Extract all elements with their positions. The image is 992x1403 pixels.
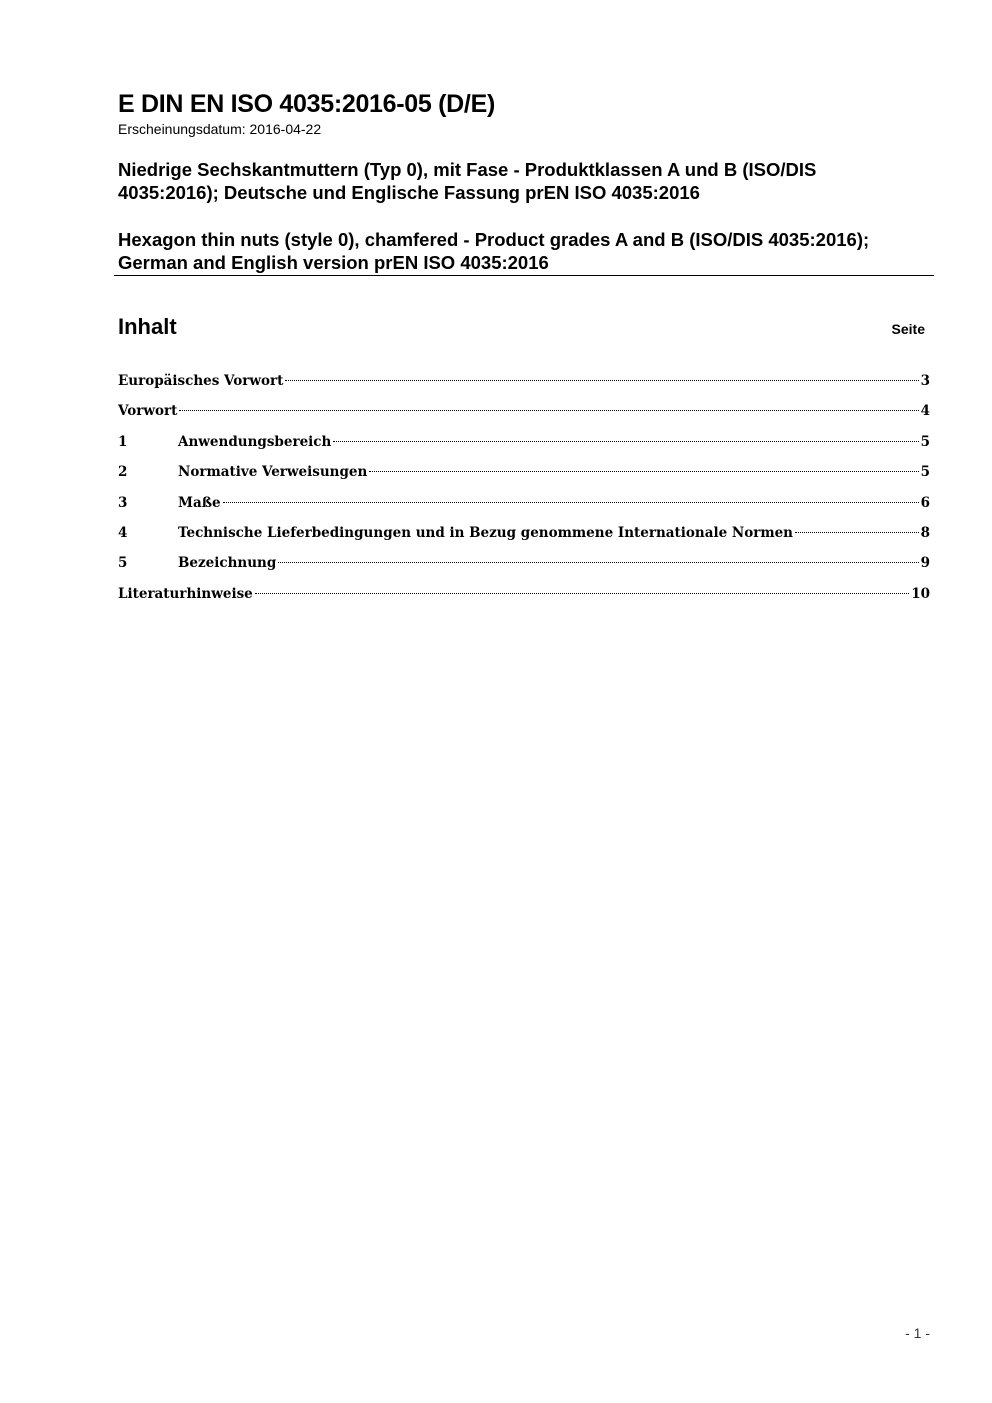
toc-entry-title: Normative Verweisungen bbox=[178, 464, 368, 481]
toc-entry-title: Bezeichnung bbox=[178, 555, 277, 572]
toc-page-label: Seite bbox=[891, 321, 925, 337]
toc-entry-dimensions[interactable] bbox=[118, 492, 930, 522]
toc-dot-leader bbox=[179, 410, 918, 411]
toc-dot-leader bbox=[285, 380, 918, 381]
toc-entry-title: Technische Lieferbedingungen und in Bezug genommene Internationale Normen bbox=[178, 524, 794, 541]
toc-entry-page: 3 bbox=[920, 373, 930, 389]
table-of-contents bbox=[118, 370, 930, 613]
toc-entry-page: 9 bbox=[920, 555, 930, 572]
publication-date: Erscheinungsdatum: 2016-04-22 bbox=[118, 121, 322, 137]
document-id: E DIN EN ISO 4035:2016-05 (D/E) bbox=[118, 90, 495, 118]
toc-entry-page: 5 bbox=[920, 464, 930, 481]
toc-entry-title: Vorwort bbox=[118, 403, 178, 420]
toc-entry-designation[interactable] bbox=[118, 552, 930, 582]
toc-dot-leader bbox=[223, 502, 919, 503]
toc-entry-number: 4 bbox=[118, 524, 128, 541]
toc-entry-title: Maße bbox=[178, 494, 221, 511]
toc-entry-number: 2 bbox=[118, 464, 128, 481]
title-german: Niedrige Sechskantmuttern (Typ 0), mit Fase - Produktklassen A und B (ISO/DIS 4035:2016); Deutsche und Englische Fassung prEN ISO 4035:2016 bbox=[118, 159, 817, 203]
toc-entry-page: 8 bbox=[920, 524, 930, 541]
toc-entry-number: 5 bbox=[118, 555, 128, 572]
toc-entry-scope[interactable] bbox=[118, 431, 930, 461]
toc-dot-leader bbox=[333, 441, 918, 442]
toc-entry-european-foreword[interactable] bbox=[118, 370, 930, 400]
toc-entry-normative-references[interactable] bbox=[118, 461, 930, 491]
toc-entry-title: Literaturhinweise bbox=[118, 585, 253, 602]
toc-entry-page: 10 bbox=[911, 585, 930, 602]
toc-entry-number: 3 bbox=[118, 494, 128, 511]
toc-entry-title: Europäisches Vorwort bbox=[118, 373, 284, 389]
toc-dot-leader bbox=[255, 593, 909, 594]
toc-heading: Inhalt bbox=[118, 314, 177, 339]
toc-dot-leader bbox=[278, 562, 918, 563]
toc-entry-page: 6 bbox=[920, 494, 930, 511]
toc-entry-page: 5 bbox=[920, 433, 930, 450]
toc-entry-number: 1 bbox=[118, 433, 128, 450]
toc-entry-title: Anwendungsbereich bbox=[178, 433, 332, 450]
title-english: Hexagon thin nuts (style 0), chamfered - Product grades A and B (ISO/DIS 4035:2016); German and English version prEN ISO 4035:2016 bbox=[118, 229, 870, 273]
page-number: - 1 - bbox=[905, 1325, 930, 1341]
toc-entry-page: 4 bbox=[920, 403, 930, 420]
toc-entry-foreword[interactable] bbox=[118, 400, 930, 430]
toc-entry-bibliography[interactable] bbox=[118, 583, 930, 613]
toc-dot-leader bbox=[369, 471, 918, 472]
toc-entry-technical-delivery[interactable] bbox=[118, 522, 930, 552]
header-divider bbox=[114, 275, 934, 276]
toc-dot-leader bbox=[795, 532, 919, 533]
